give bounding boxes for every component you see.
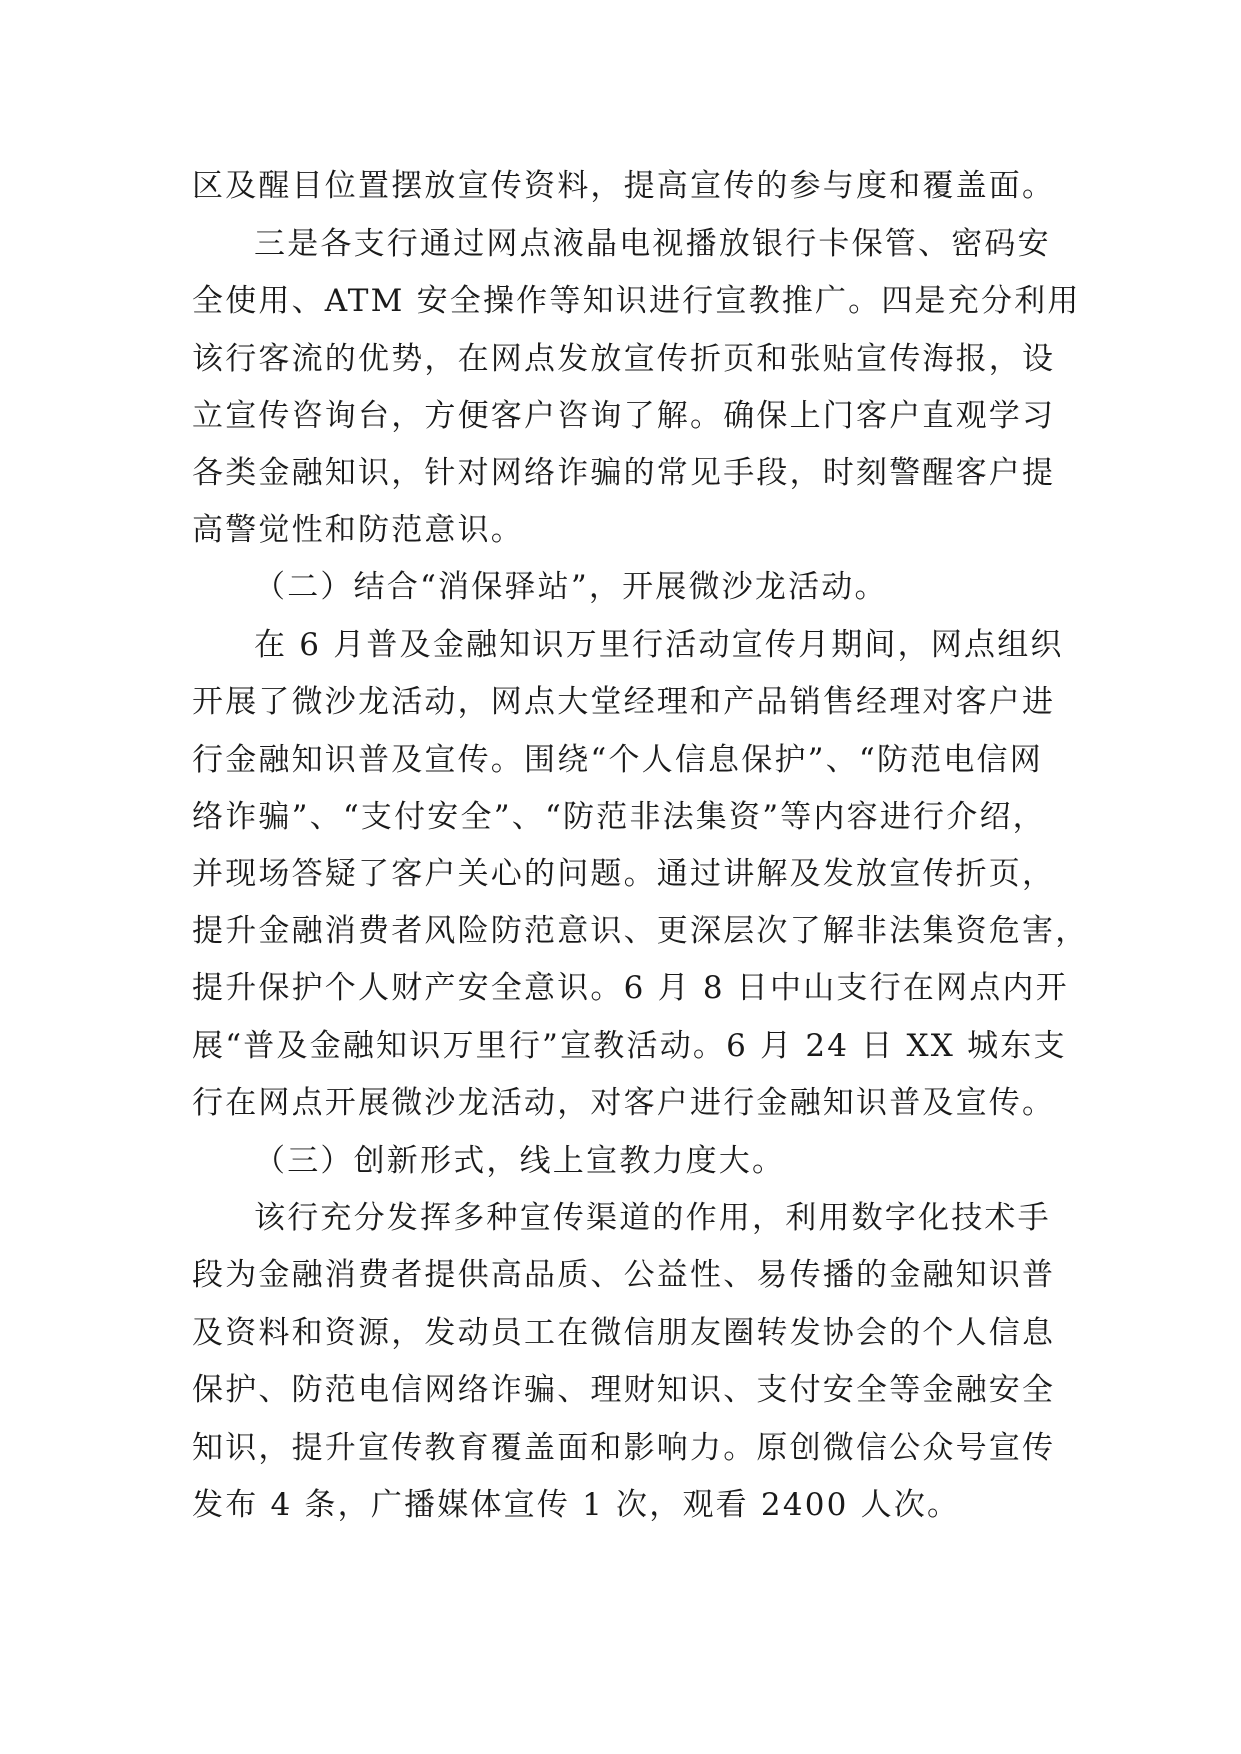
text-line: 展“普及金融知识万里行”宣教活动。6 月 24 日 XX 城东支 [192,1028,1067,1064]
text-line: 行金融知识普及宣传。围绕“个人信息保护”、“防范电信网 [192,742,1043,778]
text-line: 提升金融消费者风险防范意识、更深层次了解非法集资危害， [192,913,1089,949]
text-line: 三是各支行通过网点液晶电视播放银行卡保管、密码安 [254,226,1051,262]
text-line: 络诈骗”、“支付安全”、“防范非法集资”等内容进行介绍， [192,799,1046,835]
text-line: 开展了微沙龙活动，网点大堂经理和产品销售经理对客户进 [192,684,1056,720]
text-line: 并现场答疑了客户关心的问题。通过讲解及发放宣传折页， [192,856,1056,892]
text-line: 行在网点开展微沙龙活动，对客户进行金融知识普及宣传。 [192,1085,1056,1121]
text-line: 发布 4 条，广播媒体宣传 1 次，观看 2400 人次。 [192,1487,961,1523]
text-line: 该行客流的优势，在网点发放宣传折页和张贴宣传海报，设 [192,341,1056,377]
text-line: 区及醒目位置摆放宣传资料，提高宣传的参与度和覆盖面。 [192,168,1056,204]
section-heading: （三）创新形式，线上宣教力度大。 [254,1143,786,1179]
text-line: 各类金融知识，针对网络诈骗的常见手段，时刻警醒客户提 [192,455,1056,491]
section-heading: （二）结合“消保驿站”，开展微沙龙活动。 [254,569,888,605]
text-line: 知识，提升宣传教育覆盖面和影响力。原创微信公众号宣传 [192,1430,1056,1466]
text-line: 及资料和资源，发动员工在微信朋友圈转发协会的个人信息 [192,1315,1056,1351]
text-line: 段为金融消费者提供高品质、公益性、易传播的金融知识普 [192,1257,1056,1293]
text-line: 提升保护个人财产安全意识。6 月 8 日中山支行在网点内开 [192,970,1069,1006]
text-line: 高警觉性和防范意识。 [192,512,524,548]
text-line: 该行充分发挥多种宣传渠道的作用，利用数字化技术手 [254,1200,1051,1236]
text-line: 在 6 月普及金融知识万里行活动宣传月期间，网点组织 [254,627,1064,663]
text-line: 保护、防范电信网络诈骗、理财知识、支付安全等金融安全 [192,1372,1056,1408]
text-line: 全使用、ATM 安全操作等知识进行宣教推广。四是充分利用 [192,283,1081,319]
text-line: 立宣传咨询台，方便客户咨询了解。确保上门客户直观学习 [192,398,1056,434]
